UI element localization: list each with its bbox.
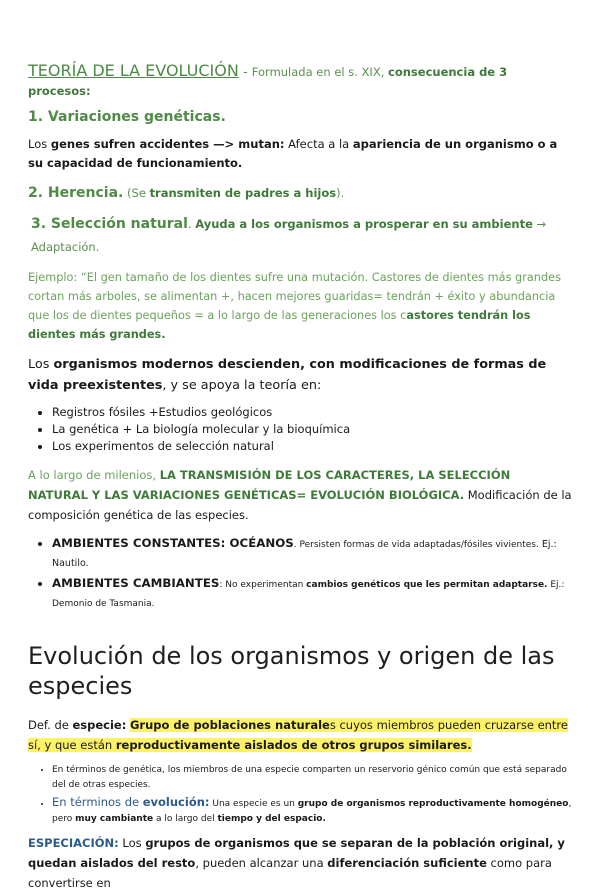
example-paragraph: Ejemplo: “El gen tamaño de los dientes sufre una mutación. Castores de dientes más grandes cortan más arboles, se alimentan +, hacen mejores guaridas= tendrán + éxito y abundancia que los de dientes pequeños = a lo largo de las generaciones los castores tendrán los dientes más grandes. bbox=[28, 271, 561, 341]
modern-paragraph: Los organismos modernos descienden, con modificaciones de formas de vida preexistentes, y se apoya la teoría en: bbox=[28, 357, 547, 393]
list-item: • Registros fósiles +Estudios geológicos bbox=[52, 404, 572, 421]
def-paragraph: Def. de especie: Grupo de poblaciones naturales cuyos miembros pueden cruzarse entre sí, y que están reproductivamente aislados de otros grupos similares. bbox=[28, 718, 568, 752]
heading-variaciones: 1. Variaciones genéticas. bbox=[28, 109, 226, 125]
variaciones-body: Los genes sufren accidentes —> mutan: Afecta a la apariencia de un organismo o a su capacidad de funcionamiento. bbox=[28, 137, 558, 170]
heading-seleccion: 3. Selección natural. Ayuda a los organismos a prosperar en su ambiente → Adaptación. bbox=[31, 216, 547, 254]
list-item: • En términos de evolución: Una especie es un grupo de organismos reproductivamente homogéneo, pero muy cambiante a lo largo del tiempo y del espacio. bbox=[52, 795, 572, 827]
intro-line: TEORÍA DE LA EVOLUCIÓN - Formulada en el s. XIX, consecuencia de 3 procesos: bbox=[28, 61, 508, 98]
terms-list bbox=[28, 763, 572, 827]
list-item: • La genética + La biología molecular y la bioquímica bbox=[52, 421, 572, 438]
ambientes-list bbox=[28, 535, 572, 613]
list-item: • Los experimentos de selección natural bbox=[52, 438, 572, 455]
milenios-paragraph: A lo largo de milenios, LA TRANSMISIÓN DE LOS CARACTERES, LA SELECCIÓN NATURAL Y LAS VARIACIONES GENÉTICAS= EVOLUCIÓN BIOLÓGICA. Modificación de la composición genética de las especies. bbox=[28, 468, 572, 522]
section-title: Evolución de los organismos y origen de las especies bbox=[28, 642, 555, 700]
list-item: • AMBIENTES CAMBIANTES: No experimentan cambios genéticos que les permitan adaptarse. Ej.: Demonio de Tasmania. bbox=[52, 575, 572, 613]
especiacion-paragraph: ESPECIACIÓN: Los grupos de organismos que se separan de la población original, y quedan aislados del resto, pueden alcanzar una diferenciación suficiente como para convertirse en bbox=[28, 836, 565, 890]
list-item: • AMBIENTES CONSTANTES: OCÉANOS. Persisten formas de vida adaptadas/fósiles vivientes. Ej.: Nautilo. bbox=[52, 535, 572, 572]
list-item: • En términos de genética, los miembros de una especie comparten un reservorio génico común que está separado del de otras especies. bbox=[52, 763, 572, 793]
main-title: TEORÍA DE LA EVOLUCIÓN bbox=[28, 61, 239, 80]
heading-herencia: 2. Herencia. (Se transmiten de padres a hijos). bbox=[28, 185, 345, 201]
evidence-list bbox=[28, 404, 572, 455]
